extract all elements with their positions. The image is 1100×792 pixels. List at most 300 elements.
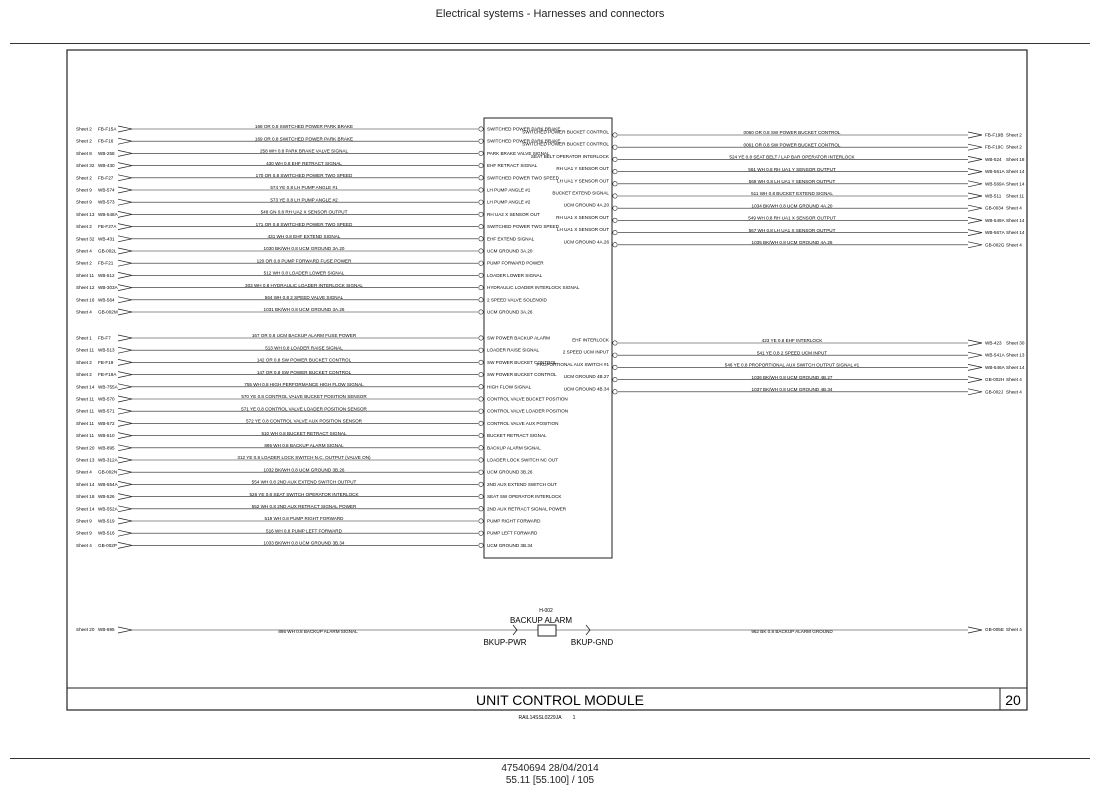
pin-circle bbox=[479, 470, 483, 474]
left-sheet-ref: Sheet 9 bbox=[76, 199, 92, 205]
right-connection bbox=[531, 154, 1025, 163]
pin-circle bbox=[479, 372, 483, 376]
pin-circle bbox=[479, 482, 483, 486]
connector-arrow bbox=[118, 285, 132, 291]
left-sheet-ref: Sheet 16 bbox=[76, 297, 95, 303]
left-harness-ref: WB-258 bbox=[98, 150, 115, 156]
pin-circle bbox=[479, 507, 483, 511]
right-sheet-ref: Sheet 13 bbox=[1006, 352, 1025, 358]
left-sheet-ref: Sheet 12 bbox=[76, 285, 95, 291]
pin-circle bbox=[479, 273, 483, 277]
wire-label: 1030 BK/WH 0.8 UCM GROUND 3A.20 bbox=[263, 246, 345, 252]
module-signal-label: LH PUMP ANGLE #2 bbox=[487, 199, 531, 205]
module-output-label: 2 SPEED UCM INPUT bbox=[562, 349, 609, 355]
left-connection bbox=[76, 173, 483, 181]
right-connection bbox=[552, 191, 1024, 200]
connector-arrow bbox=[118, 408, 132, 414]
pin-circle bbox=[479, 224, 483, 228]
module-signal-label: LOADER LOWER SIGNAL bbox=[487, 272, 543, 278]
title-block-sheet-number: 20 bbox=[1005, 692, 1021, 708]
connector-arrow bbox=[118, 518, 132, 524]
module-signal-label: SW POWER BUCKET CONTROL bbox=[487, 372, 557, 378]
module-output-label: PROPORTIONAL AUX SWITCH #1 bbox=[536, 361, 609, 367]
left-sheet-ref: Sheet 2 bbox=[76, 224, 92, 230]
left-sheet-ref: Sheet 11 bbox=[76, 347, 95, 353]
left-harness-ref: WB-554A bbox=[98, 481, 118, 487]
connector-arrow bbox=[968, 242, 982, 248]
wire-label: 561 WH 0.8 RH UA1 Y SENSOR OUTPUT bbox=[748, 166, 836, 172]
wire-label: 511 WH 0.8 BUCKET EXTEND SIGNAL bbox=[751, 191, 833, 197]
connector-arrow bbox=[118, 236, 132, 242]
left-harness-ref: WB-573 bbox=[98, 199, 115, 205]
wire-label: 512 WH 0.8 LOADER LOWER SIGNAL bbox=[263, 270, 345, 276]
backup-alarm-pin-gnd: BKUP-GND bbox=[570, 638, 614, 647]
pin-circle bbox=[479, 212, 483, 216]
connector-arrow bbox=[118, 260, 132, 266]
right-connection bbox=[537, 362, 1025, 371]
left-connection bbox=[76, 431, 483, 439]
right-harness-ref: WB-561A bbox=[985, 169, 1005, 175]
connector-arrow bbox=[118, 481, 132, 487]
right-harness-ref: WB-569A bbox=[985, 181, 1005, 187]
connector-arrow bbox=[118, 199, 132, 205]
module-output-label: UCM GROUND 4A.26 bbox=[563, 239, 609, 245]
left-harness-ref: GB-002L bbox=[98, 248, 117, 254]
right-harness-ref: GB-0034 bbox=[985, 205, 1004, 211]
right-sheet-ref: Sheet 11 bbox=[1006, 193, 1025, 199]
left-sheet-ref: Sheet 11 bbox=[76, 272, 95, 278]
pin-circle bbox=[479, 188, 483, 192]
connector-arrow bbox=[118, 494, 132, 500]
pin-circle bbox=[479, 298, 483, 302]
connector-arrow bbox=[118, 420, 132, 426]
right-connection bbox=[572, 338, 1025, 347]
module-output-label: BUCKET EXTEND SIGNAL bbox=[552, 190, 609, 196]
wire-label: 548 GN 0.8 RH UA2 X SENSOR OUTPUT bbox=[260, 209, 348, 215]
module-signal-label: LOADER LOCK SWITCH NC OUT bbox=[487, 457, 558, 463]
left-connection bbox=[76, 370, 483, 378]
wire-label: 546 YE 0.8 PROPORTIONAL AUX SWITCH OUTPUT SIGNAL #1 bbox=[724, 362, 860, 368]
left-connection bbox=[76, 419, 483, 427]
left-connection bbox=[76, 345, 483, 353]
left-connection bbox=[76, 271, 483, 279]
drawing-rev: 1 bbox=[572, 715, 576, 721]
left-sheet-ref: Sheet 11 bbox=[76, 396, 95, 402]
connector-arrow bbox=[968, 181, 982, 187]
right-sheet-ref: Sheet 14 bbox=[1006, 217, 1025, 223]
right-connection bbox=[557, 178, 1025, 187]
left-connection bbox=[76, 480, 483, 488]
pin-circle bbox=[613, 218, 617, 222]
wire-label: 171 OR 0.8 SWITCHED POWER TWO SPEED bbox=[255, 221, 353, 227]
connector-arrow bbox=[968, 364, 982, 370]
wire-label: 312 YE 0.8 LOADER LOCK SWITCH N.C. OUTPUT (VALVE ON) bbox=[237, 455, 371, 461]
left-harness-ref: WB-430 bbox=[98, 163, 115, 169]
connector-arrow bbox=[118, 150, 132, 156]
module-signal-label: BUCKET RETRACT SIGNAL bbox=[487, 433, 547, 439]
right-connection bbox=[564, 386, 1023, 395]
left-sheet-ref: Sheet 11 bbox=[76, 433, 95, 439]
wire-label: 167 OR 0.8 UCM BACKUP ALARM FUSE POWER bbox=[251, 333, 357, 339]
connector-arrow bbox=[118, 359, 132, 365]
right-sheet-ref: Sheet 30 bbox=[1006, 340, 1025, 346]
right-harness-ref: GB-002G bbox=[985, 242, 1005, 248]
connector-arrow bbox=[118, 372, 132, 378]
pin-circle bbox=[613, 194, 617, 198]
left-sheet-ref: Sheet 14 bbox=[76, 481, 95, 487]
left-connection bbox=[76, 210, 483, 218]
connector-arrow bbox=[968, 205, 982, 211]
module-output-label: SWITCHED POWER BUCKET CONTROL bbox=[522, 141, 609, 147]
pin-circle bbox=[479, 458, 483, 462]
left-harness-ref: GB-002N bbox=[98, 469, 118, 475]
left-connection bbox=[76, 283, 483, 291]
left-connection bbox=[76, 541, 483, 549]
left-harness-ref: WB-571 bbox=[98, 408, 115, 414]
connector-arrow bbox=[118, 163, 132, 169]
module-signal-label: PUMP LEFT FORWARD bbox=[487, 530, 538, 536]
left-connection bbox=[76, 333, 483, 341]
right-connection bbox=[564, 374, 1023, 383]
wire-label: 142 OR 0.8 SW POWER BUCKET CONTROL bbox=[256, 357, 352, 363]
pin-circle bbox=[479, 543, 483, 547]
wire-label: 430 WH 0.8 EHF RETRACT SIGNAL bbox=[266, 160, 342, 166]
connector-arrow bbox=[118, 187, 132, 193]
left-sheet-ref: Sheet 1 bbox=[76, 335, 92, 341]
left-harness-ref: FB-F15A bbox=[98, 126, 117, 132]
left-connection bbox=[76, 222, 483, 230]
connector-arrow bbox=[118, 335, 132, 341]
pin-circle bbox=[479, 519, 483, 523]
left-connection bbox=[76, 124, 483, 132]
pin-circle bbox=[479, 433, 483, 437]
left-harness-ref: WB-512 bbox=[98, 272, 115, 278]
backup-alarm-name: BACKUP ALARM bbox=[509, 616, 573, 625]
connector-arrow bbox=[118, 433, 132, 439]
left-harness-ref: WB-526 bbox=[98, 494, 115, 500]
wire-label: 1033 BK/WH 0.8 UCM GROUND 3B.34 bbox=[263, 540, 345, 546]
backup-alarm-right-wire-label: 962 BK 0.8 BACKUP ALARM GROUND bbox=[751, 629, 833, 634]
connector-arrow bbox=[118, 542, 132, 548]
left-harness-ref: FB-F27A bbox=[98, 224, 117, 230]
drawing-id: RAIL14SSL0229JA bbox=[518, 715, 562, 721]
left-harness-ref: GB-002M bbox=[98, 309, 118, 315]
wire-label: 1031 BK/WH 0.8 UCM GROUND 3A.26 bbox=[263, 307, 345, 313]
wire-label: 168 OR 0.8 SWITCHED POWER PARK BRAKE bbox=[254, 124, 354, 130]
connector-arrow bbox=[968, 340, 982, 346]
module-output-label: SWITCHED POWER BUCKET CONTROL bbox=[522, 129, 609, 135]
module-signal-label: 2 SPEED VALVE SOLENOID bbox=[487, 297, 547, 303]
left-sheet-ref: Sheet 14 bbox=[76, 506, 95, 512]
module-output-label: RH UA1 X SENSOR OUT bbox=[556, 214, 609, 220]
module-output-label: LH UA1 Y SENSOR OUT bbox=[557, 178, 609, 184]
pin-circle bbox=[479, 397, 483, 401]
pin-circle bbox=[479, 409, 483, 413]
left-harness-ref: GB-002P bbox=[98, 542, 117, 548]
right-harness-ref: WB-511 bbox=[985, 193, 1002, 199]
left-harness-ref: WB-564 bbox=[98, 297, 115, 303]
wire-label: 120 OR 0.8 PUMP FORWARD FUSE POWER bbox=[256, 258, 352, 264]
left-connection bbox=[76, 492, 483, 500]
left-sheet-ref: Sheet 32 bbox=[76, 163, 95, 169]
module-signal-label: HIGH FLOW SIGNAL bbox=[487, 384, 532, 390]
wire-label: 524 YE 0.8 SEAT BELT / LAP BAR OPERATOR INTERLOCK bbox=[729, 154, 855, 160]
right-harness-ref: FB-F19B bbox=[985, 132, 1004, 138]
left-sheet-ref: Sheet 11 bbox=[76, 408, 95, 414]
left-harness-ref: WB-431 bbox=[98, 236, 115, 242]
right-harness-ref: WB-524 bbox=[985, 156, 1002, 162]
connector-arrow bbox=[968, 230, 982, 236]
module-signal-label: UCM GROUND 3A.20 bbox=[487, 248, 533, 254]
backup-alarm-body bbox=[538, 625, 556, 636]
left-connection bbox=[76, 504, 483, 512]
right-connection bbox=[564, 239, 1023, 248]
wire-label: 513 WH 0.8 LOADER RAISE SIGNAL bbox=[265, 345, 343, 351]
module-signal-label: SW POWER BUCKET CONTROL bbox=[487, 359, 557, 365]
left-harness-ref: WB-510 bbox=[98, 433, 115, 439]
right-sheet-ref: Sheet 14 bbox=[1006, 181, 1025, 187]
backup-alarm-circuit bbox=[76, 608, 1022, 647]
right-sheet-ref: Sheet 14 bbox=[1006, 364, 1025, 370]
wire-label: 895 WH 0.8 BACKUP ALARM SIGNAL bbox=[264, 443, 344, 448]
pin-circle bbox=[613, 341, 617, 345]
pin-circle bbox=[479, 249, 483, 253]
module-signal-label: PUMP FORWARD POWER bbox=[487, 260, 544, 266]
right-connection bbox=[557, 227, 1025, 236]
left-connection bbox=[76, 307, 483, 315]
left-connection bbox=[76, 406, 483, 414]
right-connection bbox=[556, 215, 1025, 224]
right-connections bbox=[522, 130, 1025, 395]
wire-label: 574 YE 0.8 LH PUMP ANGLE #1 bbox=[270, 185, 338, 191]
right-sheet-ref: Sheet 18 bbox=[1006, 156, 1025, 162]
connector-arrow bbox=[118, 297, 132, 303]
module-output-label: UCM GROUND 4B.34 bbox=[563, 386, 609, 392]
pin-circle bbox=[479, 176, 483, 180]
wire-label: 572 YE 0.8 CONTROL VALVE AUX POSITION SENSOR bbox=[246, 418, 362, 424]
wire-label: 526 YE 0.8 SEAT SWITCH OPERATOR INTERLOCK bbox=[249, 491, 359, 497]
left-sheet-ref: Sheet 13 bbox=[76, 211, 95, 217]
wire-label: 258 WH 0.8 PARK BRAKE VALVE SIGNAL bbox=[259, 148, 349, 154]
left-sheet-ref: Sheet 4 bbox=[76, 469, 92, 475]
right-connection bbox=[522, 142, 1022, 151]
pin-circle bbox=[479, 360, 483, 364]
pin-circle bbox=[479, 421, 483, 425]
module-signal-label: UCM GROUND 3B.26 bbox=[487, 469, 533, 475]
wire-label: 169 OR 0.8 SWITCHED POWER PARK BRAKE bbox=[254, 136, 354, 142]
right-sheet-ref: Sheet 14 bbox=[1006, 169, 1025, 175]
wire-label: 519 WH 0.8 PUMP RIGHT FORWARD bbox=[264, 516, 344, 522]
pin-circle bbox=[479, 446, 483, 450]
left-connection bbox=[76, 149, 483, 157]
left-connection bbox=[76, 258, 483, 266]
wire-label: 516 WH 0.8 PUMP LEFT FORWARD bbox=[266, 528, 342, 534]
left-connection bbox=[76, 382, 483, 390]
left-sheet-ref: Sheet 8 bbox=[76, 150, 92, 156]
connector-arrow bbox=[118, 530, 132, 536]
connector-arrow bbox=[118, 272, 132, 278]
left-connection bbox=[76, 136, 483, 144]
left-sheet-ref: Sheet 32 bbox=[76, 236, 95, 242]
left-harness-ref: FB-F7 bbox=[98, 335, 111, 341]
wire-label: 1037 BK/WH 0.8 UCM GROUND 4B.34 bbox=[751, 387, 833, 392]
left-connection bbox=[76, 234, 483, 242]
right-connection bbox=[564, 203, 1023, 212]
connector-arrow bbox=[118, 347, 132, 353]
module-signal-label: CONTROL VALVE AUX POSITION bbox=[487, 420, 559, 426]
wire-label: 571 YE 0.8 CONTROL VALVE LOADER POSITION SENSOR bbox=[241, 406, 367, 412]
right-sheet-ref: Sheet 4 bbox=[1006, 205, 1022, 211]
wire-label: 147 OR 0.8 SW POWER BUCKET CONTROL bbox=[256, 369, 352, 375]
pin-circle bbox=[479, 139, 483, 143]
left-connection bbox=[76, 394, 483, 402]
left-harness-ref: WB-552A bbox=[98, 506, 118, 512]
module-output-label: UCM GROUND 4B.27 bbox=[563, 374, 609, 380]
module-signal-label: LH PUMP ANGLE #1 bbox=[487, 187, 531, 193]
left-harness-ref: WB-895 bbox=[98, 445, 115, 451]
right-connection bbox=[563, 350, 1025, 359]
left-connection bbox=[76, 516, 483, 524]
backup-alarm-left-arrow bbox=[118, 627, 132, 633]
page-header-title: Electrical systems - Harnesses and connectors bbox=[435, 8, 665, 20]
pin-circle bbox=[613, 353, 617, 357]
left-sheet-ref: Sheet 2 bbox=[76, 175, 92, 181]
left-sheet-ref: Sheet 18 bbox=[76, 494, 95, 500]
pin-circle bbox=[613, 182, 617, 186]
connector-arrow bbox=[118, 457, 132, 463]
left-harness-ref: WB-574 bbox=[98, 187, 115, 193]
left-harness-ref: WB-548A bbox=[98, 211, 118, 217]
left-harness-ref: WB-516 bbox=[98, 530, 115, 536]
connector-arrow bbox=[968, 352, 982, 358]
backup-alarm-left-wire-label: 895 WH 0.8 BACKUP ALARM SIGNAL bbox=[278, 629, 358, 634]
backup-alarm-right-ref: GB-005E bbox=[985, 627, 1004, 632]
wire-label: 564 WH 0.8 2 SPEED VALVE SIGNAL bbox=[264, 295, 344, 300]
connector-arrow bbox=[118, 211, 132, 217]
wire-label: 552 WH 0.8 2ND AUX RETRACT SIGNAL POWER bbox=[251, 504, 357, 509]
wire-label: 423 YE 0.8 EHF INTERLOCK bbox=[761, 338, 823, 344]
pin-circle bbox=[479, 348, 483, 352]
left-sheet-ref: Sheet 4 bbox=[76, 248, 92, 254]
connector-arrow bbox=[968, 377, 982, 383]
module-signal-label: EHF RETRACT SIGNAL bbox=[487, 163, 538, 169]
module-signal-label: RH UA2 X SENSOR OUT bbox=[487, 211, 540, 217]
pin-circle bbox=[479, 531, 483, 535]
wire-label: 549 WH 0.8 RH UA1 X SENSOR OUTPUT bbox=[748, 215, 836, 221]
backup-alarm-ref: H-002 bbox=[539, 608, 553, 614]
wire-label: 573 YE 0.8 LH PUMP ANGLE #2 bbox=[270, 197, 338, 203]
right-harness-ref: WB-567A bbox=[985, 230, 1005, 236]
module-signal-label: LOADER RAISE SIGNAL bbox=[487, 347, 540, 353]
module-signal-label: SWITCHED POWER PARK BRAKE bbox=[487, 138, 561, 144]
wire-label: 510 WH 0.8 BUCKET RETRACT SIGNAL bbox=[261, 430, 347, 436]
module-signal-label: SW POWER BACKUP ALARM bbox=[487, 335, 550, 341]
pin-circle bbox=[479, 285, 483, 289]
left-connection bbox=[76, 246, 483, 254]
module-output-label: EHF INTERLOCK bbox=[572, 337, 609, 343]
wire-label: 569 WH 0.8 LH UA1 Y SENSOR OUTPUT bbox=[748, 179, 836, 184]
right-sheet-ref: Sheet 4 bbox=[1006, 389, 1022, 395]
left-harness-ref: FB-F19 bbox=[98, 359, 114, 365]
left-connection bbox=[76, 358, 483, 366]
right-sheet-ref: Sheet 2 bbox=[1006, 132, 1022, 138]
connector-arrow bbox=[118, 224, 132, 230]
backup-alarm-right-arrow bbox=[968, 627, 982, 633]
connector-arrow bbox=[968, 217, 982, 223]
pin-circle bbox=[479, 310, 483, 314]
connector-arrow bbox=[968, 144, 982, 150]
wire-label: 0060 OR 0.8 SW POWER BUCKET CONTROL bbox=[743, 130, 841, 136]
left-connection bbox=[76, 528, 483, 536]
pin-circle bbox=[613, 377, 617, 381]
connector-arrow bbox=[968, 389, 982, 395]
module-signal-label: HYDRAULIC LOADER INTERLOCK SIGNAL bbox=[487, 285, 580, 291]
pin-circle bbox=[479, 200, 483, 204]
left-sheet-ref: Sheet 20 bbox=[76, 445, 95, 451]
pin-circle bbox=[613, 145, 617, 149]
wire-label: 1036 BK/WH 0.8 UCM GROUND 4B.27 bbox=[751, 374, 833, 380]
connector-arrow bbox=[118, 506, 132, 512]
pin-circle bbox=[479, 127, 483, 131]
left-connection bbox=[76, 443, 483, 451]
wire-label: 570 YE 0.8 CONTROL VALVE BUCKET POSITION SENSOR bbox=[241, 394, 367, 400]
connector-arrow bbox=[968, 193, 982, 199]
left-sheet-ref: Sheet 2 bbox=[76, 138, 92, 144]
connector-arrow bbox=[118, 445, 132, 451]
module-signal-label: BACKUP ALARM SIGNAL bbox=[487, 445, 541, 451]
module-signal-label: UCM GROUND 3A.26 bbox=[487, 309, 533, 315]
wire-label: 541 YE 0.8 2 SPEED UCM INPUT bbox=[756, 350, 828, 356]
module-output-label: RH UA1 Y SENSOR OUT bbox=[556, 166, 609, 172]
wire-label: 1032 BK/WH 0.8 UCM GROUND 3B.26 bbox=[263, 467, 345, 473]
pin-circle bbox=[479, 261, 483, 265]
module-signal-label: SEAT SW OPERATOR INTERLOCK bbox=[487, 494, 562, 500]
pin-circle bbox=[613, 390, 617, 394]
right-harness-ref: WB-541A bbox=[985, 352, 1005, 358]
left-connections bbox=[76, 124, 483, 548]
connector-arrow bbox=[118, 175, 132, 181]
left-sheet-ref: Sheet 2 bbox=[76, 126, 92, 132]
left-harness-ref: WB-570 bbox=[98, 396, 115, 402]
left-sheet-ref: Sheet 13 bbox=[76, 457, 95, 463]
module-signal-label: PARK BRAKE VALVE SIGNAL bbox=[487, 150, 550, 156]
pin-circle bbox=[613, 230, 617, 234]
module-signal-label: SWITCHED POWER TWO SPEED bbox=[487, 224, 559, 230]
connector-arrow bbox=[118, 396, 132, 402]
pin-circle bbox=[479, 151, 483, 155]
right-connection bbox=[522, 130, 1022, 139]
module-signal-label: CONTROL VALVE BUCKET POSITION bbox=[487, 396, 568, 402]
left-sheet-ref: Sheet 9 bbox=[76, 530, 92, 536]
right-harness-ref: WB-423 bbox=[985, 340, 1002, 346]
footer-rule bbox=[10, 758, 1090, 759]
wire-label: 170 OR 0.8 SWITCHED POWER TWO SPEED bbox=[255, 173, 353, 178]
right-harness-ref: GB-002J bbox=[985, 389, 1004, 395]
connector-arrow bbox=[118, 248, 132, 254]
left-sheet-ref: Sheet 2 bbox=[76, 359, 92, 365]
footer-doc-line: 47540694 28/04/2014 bbox=[501, 763, 599, 774]
right-harness-ref: WB-549A bbox=[985, 217, 1005, 223]
wire-label: 567 WH 0.8 LH UA1 X SENSOR OUTPUT bbox=[748, 227, 836, 233]
left-harness-ref: WB-572 bbox=[98, 420, 115, 426]
module-output-label: UCM GROUND 4A.20 bbox=[563, 202, 609, 208]
backup-alarm-left-sheet: Sheet 20 bbox=[76, 627, 95, 632]
left-harness-ref: FB-F21 bbox=[98, 260, 114, 266]
left-sheet-ref: Sheet 2 bbox=[76, 372, 92, 378]
module-signal-label: SWITCHED POWER TWO SPEED bbox=[487, 175, 559, 181]
connector-arrow bbox=[118, 126, 132, 132]
right-sheet-ref: Sheet 2 bbox=[1006, 144, 1022, 150]
